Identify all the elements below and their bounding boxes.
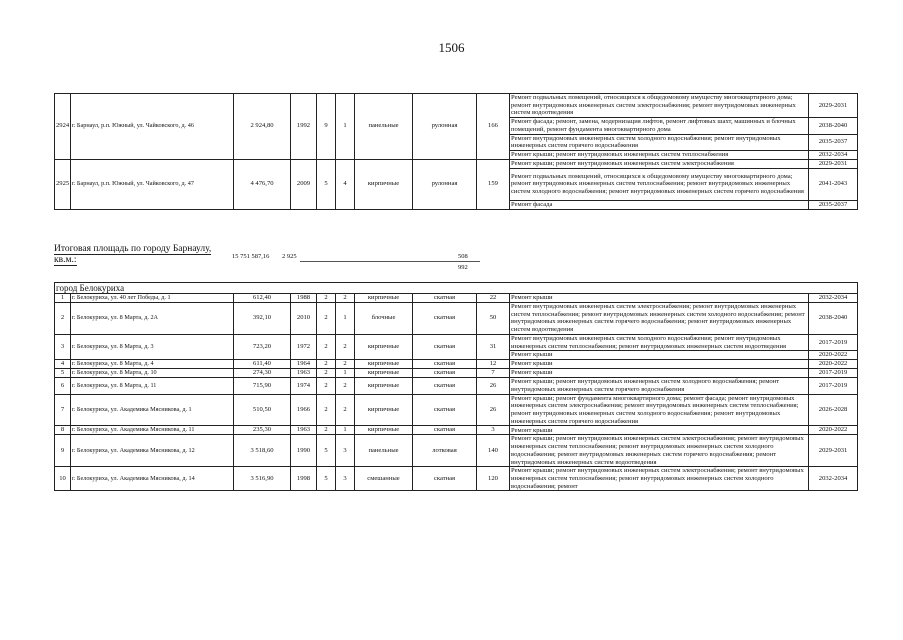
- row-number: 7: [55, 394, 71, 426]
- row-number: 1: [55, 294, 71, 303]
- table-row: [55, 94, 858, 118]
- total-count: 2 925: [282, 253, 297, 260]
- row-number: 5: [55, 369, 71, 378]
- area-cell: 611,40: [234, 360, 291, 369]
- works-cell: Ремонт крыши; ремонт внутридомовых инженерных систем электроснабжения; ремонт внутридомовых инженерных систем теплоснабжения; ремонт внутридомовых инженерных систем холодного водоснабжения; ремонт: [510, 467, 809, 491]
- residents-cell: 120: [477, 467, 510, 491]
- floors-cell: 5: [317, 435, 336, 467]
- table-row: [55, 294, 858, 303]
- residents-cell: 22: [477, 294, 510, 303]
- period-cell: 2035-2037: [809, 134, 858, 150]
- address-cell: г. Белокуриха, ул. Академика Мясникова, д. 11: [71, 426, 234, 435]
- row-number: 6: [55, 378, 71, 394]
- table-row: [55, 378, 858, 394]
- residents-cell: 50: [477, 303, 510, 335]
- table-row: [55, 369, 858, 378]
- works-cell: Ремонт крыши: [510, 351, 809, 360]
- works-cell: Ремонт крыши; ремонт фундамента многоквартирного дома; ремонт фасада; ремонт внутридомовых инженерных систем электроснабжения; ремонт внутридомовых инженерных систем теплоснабжения; ремонт внутридомовых инженерных систем холодного водоснабжения; ремонт внутридомовых инженерных систем горячего водоснабжения: [510, 394, 809, 426]
- total-label-line2: кв.м.:: [54, 255, 77, 265]
- year-cell: 1966: [291, 394, 317, 426]
- table-row: [55, 426, 858, 435]
- area-cell: 3 516,90: [234, 467, 291, 491]
- roof-cell: скатная: [413, 360, 477, 369]
- registry-table-belokurikha: [54, 282, 858, 491]
- area-cell: 510,50: [234, 394, 291, 426]
- floors-cell: 2: [317, 378, 336, 394]
- walls-cell: панельные: [355, 94, 413, 160]
- address-cell: г. Белокуриха, ул. Академика Мясникова, д. 12: [71, 435, 234, 467]
- year-cell: 1998: [291, 467, 317, 491]
- area-cell: 235,30: [234, 426, 291, 435]
- row-number: 2: [55, 303, 71, 335]
- roof-cell: скатная: [413, 467, 477, 491]
- roof-cell: рулонная: [413, 159, 477, 209]
- entrances-cell: 2: [336, 360, 355, 369]
- page-number: 1506: [438, 40, 465, 55]
- city-name: город Белокуриха: [55, 283, 858, 294]
- residents-cell: 26: [477, 394, 510, 426]
- works-cell: Ремонт крыши; ремонт внутридомовых инженерных систем электроснабжения; ремонт внутридомовых инженерных систем теплоснабжения; ремонт внутридомовых инженерных систем холодного водоснабжения; ремонт внутридомовых инженерных систем горячего водоснабжения; ремонт внутридомовых инженерных систем водоотведения: [510, 435, 809, 467]
- works-cell: Ремонт внутридомовых инженерных систем холодного водоснабжения; ремонт внутридомовых инженерных систем горячего водоснабжения: [510, 134, 809, 150]
- address-cell: г. Белокуриха, ул. 8 Марта, д. 11: [71, 378, 234, 394]
- total-label-line1: Итоговая площадь по городу Барнаулу,: [54, 244, 212, 254]
- address-cell: г. Барнаул, р.п. Южный, ул. Чайковского, д. 46: [71, 94, 234, 160]
- row-number: 8: [55, 426, 71, 435]
- registry-table-barnaul: [54, 93, 858, 210]
- year-cell: 1963: [291, 369, 317, 378]
- roof-cell: скатная: [413, 294, 477, 303]
- works-cell: Ремонт крыши; ремонт внутридомовых инженерных систем холодного водоснабжения; ремонт внутридомовых инженерных систем горячего водоснабжения: [510, 378, 809, 394]
- entrances-cell: 3: [336, 435, 355, 467]
- table-row: [55, 467, 858, 491]
- area-cell: 274,30: [234, 369, 291, 378]
- roof-cell: скатная: [413, 394, 477, 426]
- address-cell: г. Белокуриха, ул. 8 Марта, д. 3: [71, 334, 234, 359]
- residents-cell: 26: [477, 378, 510, 394]
- floors-cell: 5: [317, 467, 336, 491]
- works-cell: Ремонт фасада; ремонт, замена, модернизация лифтов, ремонт лифтовых шахт, машинных и блочных помещений, ремонт фундамента многоквартирного дома: [510, 118, 809, 134]
- period-cell: 2017-2019: [809, 369, 858, 378]
- works-cell: Ремонт крыши; ремонт внутридомовых инженерных систем теплоснабжения: [510, 150, 809, 159]
- residents-cell: 7: [477, 369, 510, 378]
- entrances-cell: 2: [336, 394, 355, 426]
- residents-cell: 140: [477, 435, 510, 467]
- year-cell: 2010: [291, 303, 317, 335]
- table-row: [55, 360, 858, 369]
- address-cell: г. Белокуриха, ул. 8 Марта, д. 4: [71, 360, 234, 369]
- walls-cell: блочные: [355, 303, 413, 335]
- address-cell: г. Белокуриха, ул. Академика Мясникова, д. 14: [71, 467, 234, 491]
- residents-cell: 159: [477, 159, 510, 209]
- floors-cell: 5: [317, 159, 336, 209]
- row-number: 4: [55, 360, 71, 369]
- period-cell: 2038-2040: [809, 303, 858, 335]
- row-number: 9: [55, 435, 71, 467]
- works-cell: Ремонт подвальных помещений, относящихся к общедомовому имуществу многоквартирного дома; ремонт внутридомовых инженерных систем теплоснабжения; ремонт внутридомовых инженерных систем холодного водоснабжения; ремонт внутридомовых инженерных систем горячего водоснабжения: [510, 168, 809, 200]
- total-area-barnaul: [54, 244, 474, 271]
- works-cell: Ремонт внутридомовых инженерных систем электроснабжения; ремонт внутридомовых инженерных систем теплоснабжения; ремонт внутридомовых инженерных систем холодного водоснабжения; ремонт внутридомовых инженерных систем горячего водоснабжения; ремонт внутридомовых инженерных систем водоотведения: [510, 303, 809, 335]
- roof-cell: скатная: [413, 426, 477, 435]
- entrances-cell: 1: [336, 426, 355, 435]
- entrances-cell: 2: [336, 294, 355, 303]
- table-row: [55, 334, 858, 350]
- row-number: 10: [55, 467, 71, 491]
- total-area: 508 992: [458, 253, 468, 271]
- roof-cell: скатная: [413, 378, 477, 394]
- walls-cell: кирпичные: [355, 360, 413, 369]
- walls-cell: кирпичные: [355, 426, 413, 435]
- entrances-cell: 2: [336, 334, 355, 359]
- walls-cell: смешанные: [355, 467, 413, 491]
- year-cell: 1992: [291, 94, 317, 160]
- roof-cell: скатная: [413, 334, 477, 359]
- area-cell: 3 518,60: [234, 435, 291, 467]
- period-cell: 2038-2040: [809, 118, 858, 134]
- floors-cell: 2: [317, 334, 336, 359]
- roof-cell: скатная: [413, 303, 477, 335]
- area-cell: 723,20: [234, 334, 291, 359]
- area-cell: 612,40: [234, 294, 291, 303]
- period-cell: 2032-2034: [809, 150, 858, 159]
- works-cell: Ремонт подвальных помещений, относящихся к общедомовому имуществу многоквартирного дома; ремонт внутридомовых инженерных систем электроснабжения; ремонт внутридомовых инженерных систем водоотведения: [510, 94, 809, 118]
- walls-cell: кирпичные: [355, 294, 413, 303]
- walls-cell: кирпичные: [355, 378, 413, 394]
- table-row: [55, 303, 858, 335]
- period-cell: 2026-2028: [809, 394, 858, 426]
- table-row: [55, 394, 858, 426]
- table-row: [55, 435, 858, 467]
- area-cell: 392,10: [234, 303, 291, 335]
- entrances-cell: 2: [336, 378, 355, 394]
- works-cell: Ремонт фасада: [510, 200, 809, 209]
- address-cell: г. Белокуриха, ул. Академика Мясникова, д. 1: [71, 394, 234, 426]
- floors-cell: 2: [317, 394, 336, 426]
- floors-cell: 2: [317, 369, 336, 378]
- works-cell: Ремонт крыши: [510, 369, 809, 378]
- walls-cell: кирпичные: [355, 334, 413, 359]
- year-cell: 1974: [291, 378, 317, 394]
- residents-cell: 166: [477, 94, 510, 160]
- area-cell: 715,90: [234, 378, 291, 394]
- entrances-cell: 1: [336, 369, 355, 378]
- area-cell: 2 924,80: [234, 94, 291, 160]
- row-number: 2924: [55, 94, 71, 160]
- period-cell: 2029-2031: [809, 159, 858, 168]
- entrances-cell: 1: [336, 303, 355, 335]
- entrances-cell: 3: [336, 467, 355, 491]
- works-cell: Ремонт крыши; ремонт внутридомовых инженерных систем электроснабжения: [510, 159, 809, 168]
- year-cell: 1963: [291, 426, 317, 435]
- period-cell: 2029-2031: [809, 435, 858, 467]
- walls-cell: кирпичные: [355, 394, 413, 426]
- city-header-row: [55, 283, 858, 294]
- walls-cell: кирпичные: [355, 159, 413, 209]
- period-cell: 2017-2019: [809, 334, 858, 350]
- roof-cell: скатная: [413, 369, 477, 378]
- total-underline: [300, 261, 480, 262]
- works-cell: Ремонт внутридомовых инженерных систем холодного водоснабжения; ремонт внутридомовых инженерных систем теплоснабжения; ремонт внутридомовых инженерных систем водоотведения: [510, 334, 809, 350]
- floors-cell: 2: [317, 294, 336, 303]
- floors-cell: 2: [317, 303, 336, 335]
- area-cell: 4 476,70: [234, 159, 291, 209]
- period-cell: 2035-2037: [809, 200, 858, 209]
- address-cell: г. Белокуриха, ул. 8 Марта, д. 2А: [71, 303, 234, 335]
- entrances-cell: 1: [336, 94, 355, 160]
- works-cell: Ремонт крыши: [510, 360, 809, 369]
- residents-cell: 12: [477, 360, 510, 369]
- period-cell: 2032-2034: [809, 467, 858, 491]
- address-cell: г. Белокуриха, ул. 8 Марта, д. 10: [71, 369, 234, 378]
- period-cell: 2020-2022: [809, 360, 858, 369]
- year-cell: 1964: [291, 360, 317, 369]
- roof-cell: лотковая: [413, 435, 477, 467]
- residents-cell: 31: [477, 334, 510, 359]
- period-cell: 2041-2043: [809, 168, 858, 200]
- period-cell: 2020-2022: [809, 351, 858, 360]
- walls-cell: панельные: [355, 435, 413, 467]
- period-cell: 2029-2031: [809, 94, 858, 118]
- year-cell: 2009: [291, 159, 317, 209]
- entrances-cell: 4: [336, 159, 355, 209]
- total-sum: 15 751 587,16: [232, 253, 270, 260]
- period-cell: 2017-2019: [809, 378, 858, 394]
- period-cell: 2020-2022: [809, 426, 858, 435]
- floors-cell: 2: [317, 360, 336, 369]
- address-cell: г. Барнаул, р.п. Южный, ул. Чайковского, д. 47: [71, 159, 234, 209]
- row-number: 3: [55, 334, 71, 359]
- works-cell: Ремонт крыши: [510, 426, 809, 435]
- works-cell: Ремонт крыши: [510, 294, 809, 303]
- year-cell: 1990: [291, 435, 317, 467]
- floors-cell: 9: [317, 94, 336, 160]
- period-cell: 2032-2034: [809, 294, 858, 303]
- floors-cell: 2: [317, 426, 336, 435]
- walls-cell: кирпичные: [355, 369, 413, 378]
- total-label: [54, 244, 224, 266]
- year-cell: 1972: [291, 334, 317, 359]
- row-number: 2925: [55, 159, 71, 209]
- residents-cell: 3: [477, 426, 510, 435]
- address-cell: г. Белокуриха, ул. 40 лет Победы, д. 1: [71, 294, 234, 303]
- year-cell: 1988: [291, 294, 317, 303]
- roof-cell: рулонная: [413, 94, 477, 160]
- table-row: [55, 159, 858, 168]
